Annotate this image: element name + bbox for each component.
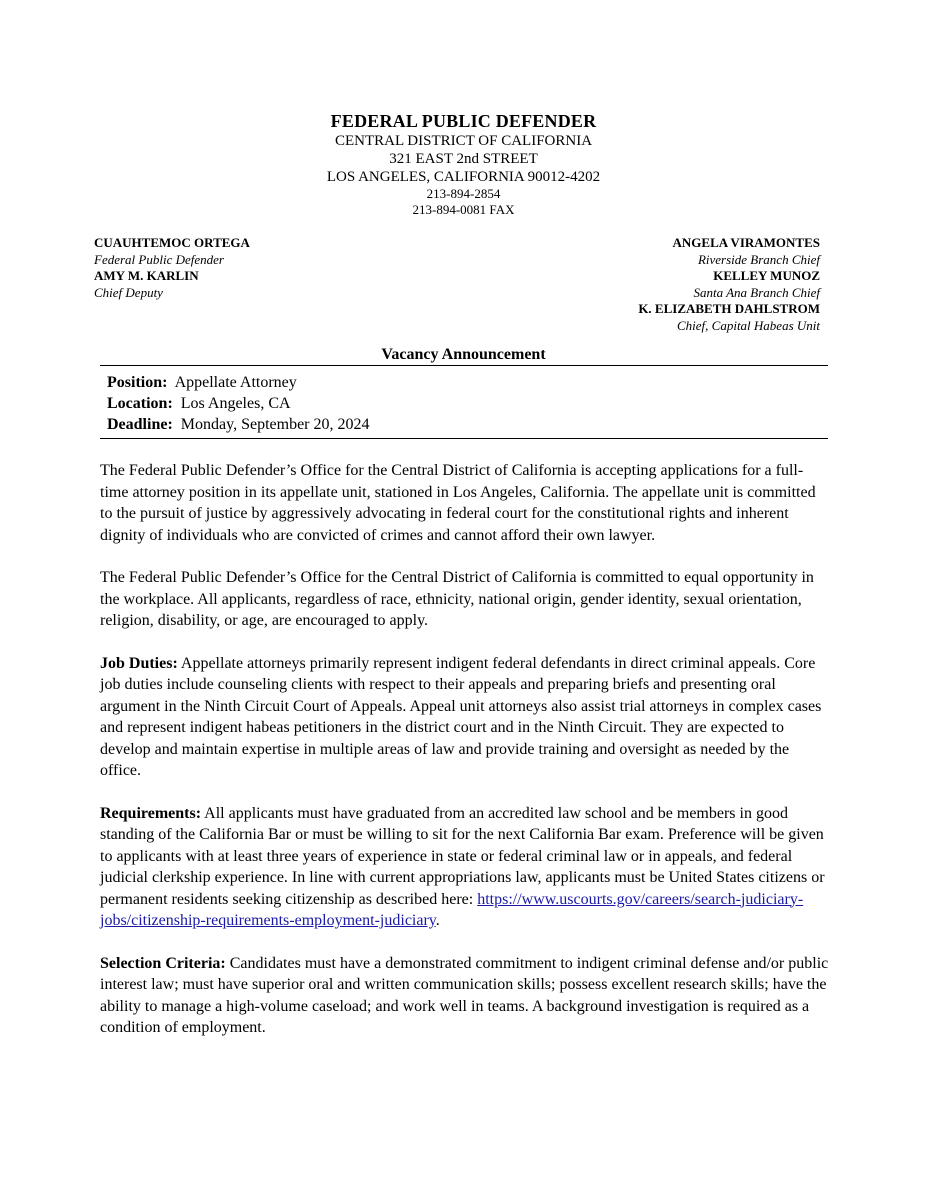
requirements-end: .	[435, 912, 440, 929]
equal-opportunity-paragraph: The Federal Public Defender’s Office for the Central District of California is committed to equal opportunity in the workplace. All applicants, regardless of race, ethnicity, national origin, gender identity, sexual orientation, religion, disability, or age, are encouraged to apply.	[100, 569, 814, 629]
location-row	[107, 393, 370, 414]
location-value: Los Angeles, CA	[180, 395, 291, 412]
position-value: Appellate Attorney	[174, 374, 297, 391]
official-title: Riverside Branch Chief	[697, 251, 820, 267]
office-district: CENTRAL DISTRICT OF CALIFORNIA	[334, 133, 593, 149]
divider-top	[100, 365, 828, 366]
vacancy-details	[107, 372, 370, 435]
announcement-body	[100, 460, 830, 1060]
official-name: CUAUHTEMOC ORTEGA	[94, 235, 250, 250]
position-label: Position:	[107, 374, 168, 391]
official-title: Chief, Capital Habeas Unit	[677, 317, 820, 333]
official-name: AMY M. KARLIN	[94, 268, 199, 283]
deadline-value: Monday, September 20, 2024	[180, 416, 370, 433]
office-street: 321 EAST 2nd STREET	[389, 151, 538, 167]
requirements-paragraph	[100, 803, 830, 932]
job-duties-paragraph	[100, 653, 830, 782]
requirements-label: Requirements:	[100, 804, 202, 822]
officials-left	[94, 235, 250, 301]
selection-criteria-label: Selection Criteria:	[100, 954, 226, 972]
citizenship-requirements-link[interactable]: https://www.uscourts.gov/careers/search-judiciary-jobs/citizenship-requirements-employment-judiciary	[100, 890, 804, 929]
official-name: ANGELA VIRAMONTES	[672, 235, 820, 250]
official-title: Federal Public Defender	[94, 251, 224, 267]
official-title: Santa Ana Branch Chief	[693, 284, 820, 300]
job-duties-text: Appellate attorneys primarily represent indigent federal defendants in direct criminal appeals. Core job duties include counseling clients with respect to their appeals and preparing briefs and presenting oral argument in the Ninth Circuit Court of Appeals. Appeal unit attorneys also assist trial attorneys in complex cases and represent indigent habeas petitioners in the district court and in the Ninth Circuit. They are expected to develop and maintain expertise in multiple areas of law and provide training and oversight as needed by the office.	[100, 654, 822, 779]
divider-bottom	[100, 438, 828, 439]
official-name: K. ELIZABETH DAHLSTROM	[638, 301, 820, 316]
deadline-row	[107, 414, 370, 435]
vacancy-heading: Vacancy Announcement	[381, 346, 546, 363]
office-city: LOS ANGELES, CALIFORNIA 90012-4202	[326, 169, 601, 185]
letterhead	[0, 110, 927, 218]
selection-criteria-text: Candidates must have a demonstrated commitment to indigent criminal defense and/or public interest law; must have superior oral and written communication skills; possess excellent research skills; have the ability to manage a high-volume caseload; and work well in teams. A background investigation is required as a condition of employment.	[100, 954, 829, 1036]
location-label: Location:	[107, 395, 173, 412]
deadline-label: Deadline:	[107, 416, 173, 433]
official-name: KELLEY MUNOZ	[713, 268, 820, 283]
requirements-text: All applicants must have graduated from an accredited law school and be members in good standing of the California Bar or must be willing to sit for the next California Bar exam. Preference will be given to applicants with at least three years of experience in state or federal criminal law or in appeals, and federal judicial clerkship experience. In line with current appropriations law, applicants must be United States citizens or permanent residents seeking citizenship as described here:	[100, 804, 825, 908]
intro-paragraph: The Federal Public Defender’s Office for the Central District of California is accepting applications for a full-time attorney position in its appellate unit, stationed in Los Angeles, California. The appellate unit is committed to the pursuit of justice by aggressively advocating in federal court for the constitutional rights and inherent dignity of individuals who are convicted of crimes and cannot afford their own lawyer.	[100, 462, 816, 544]
selection-criteria-paragraph	[100, 953, 830, 1039]
officials-right	[638, 235, 820, 334]
position-row	[107, 372, 370, 393]
office-fax: 213-894-0081 FAX	[412, 202, 515, 217]
job-duties-label: Job Duties:	[100, 654, 178, 672]
office-phone: 213-894-2854	[426, 186, 501, 201]
official-title: Chief Deputy	[94, 284, 163, 300]
office-title: FEDERAL PUBLIC DEFENDER	[330, 111, 597, 131]
